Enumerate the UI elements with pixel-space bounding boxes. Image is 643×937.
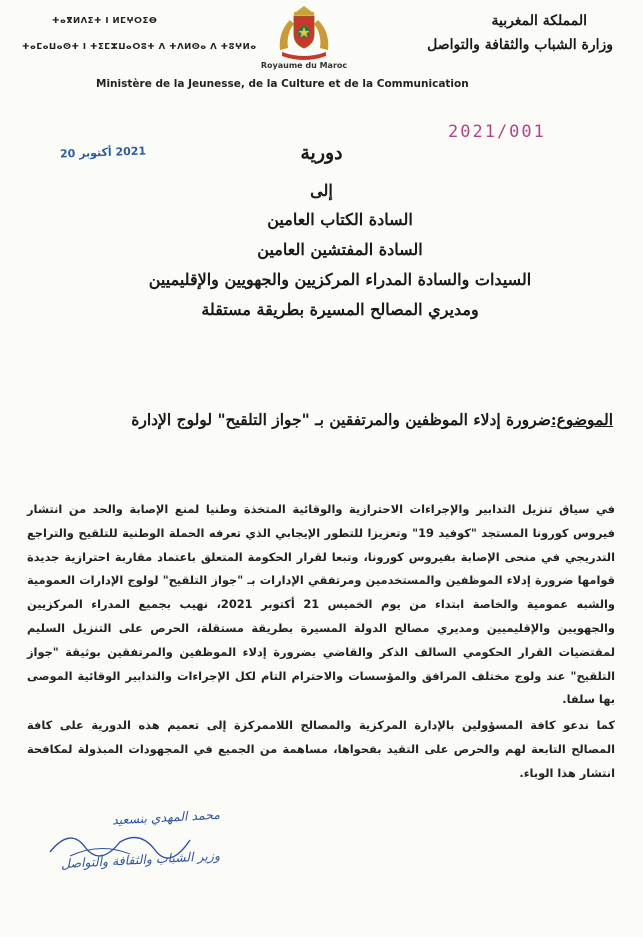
ministry-french: Ministère de la Jeunesse, de la Culture et de la Communication <box>96 78 469 90</box>
ministry-tifinagh: ⵜⴰⵎⴰⵡⴰⵙⵜ ⵏ ⵜⵉⵎⵣⵡⴰⵔⵓⵜ ⴷ ⵜⴷⵍⵙⴰ ⴷ ⵜⵓⵖⵍⴰ <box>22 42 257 52</box>
kingdom-french: Royaume du Maroc <box>260 61 348 70</box>
reference-number: 2021/001 <box>448 122 546 142</box>
body-paragraph-1: في سياق تنزيل التدابير والإجراءات الاحترازية والوقائية المتخذة وطنيا لمنع الإصابة والحد من انتشار فيروس كورونا المستجد "كوفيد 19" وتعزيزا للتطور الإيجابي الذي تعرفه الحملة الوطنية للتلقيح والتراجع التدريجي في منحى الإصابة بفيروس كورونا، وتبعا لقرار الحكومة المتعلق باعتماد مقاربة احترازية جديدة قوامها ضرورة إدلاء الموظفين والمستخدمين ومرتفقي الإدارات بـ "جواز التلقيح" لولوج الإدارات العمومية والشبه عمومية والخاصة ابتداء من يوم الخميس 21 أكتوبر 2021، نهيب بجميع المدراء المركزيين والجهويين والإقليميين ومديري مصالح الدولة المسيرة بطريقة مستقلة، الحرص على التنزيل السليم لمقتضيات القرار الحكومي السالف الذكر والقاضي بضرورة إدلاء الموظفين والمرتفقين بوثيقة "جواز التلقيح" عند ولوج مختلف المرافق والمؤسسات والاحترام التام لكل الإجراءات والتدابير الوقائية الموصى بها سلفا. <box>27 502 616 707</box>
letter-body <box>27 498 615 786</box>
recipient-item: السيدات والسادة المدراء المركزيين والجهويين والإقليميين <box>148 270 532 289</box>
body-paragraph-2: كما ندعو كافة المسؤولين بالإدارة المركزية والمصالح اللاممركزة إلى تعميم هذه الدورية على كافة المصالح التابعة لهم والحرص على التقيد بفحواها، مساهمة من الجميع في المجهودات المبذولة لمكافحة انتشار هذا الوباء. <box>27 718 615 780</box>
addressed-to: إلى <box>310 181 333 200</box>
kingdom-tifinagh: ⵜⴰⴳⵍⴷⵉⵜ ⵏ ⵍⵎⵖⵔⵉⴱ <box>52 16 158 26</box>
coat-of-arms-emblem <box>272 4 336 62</box>
signatory-title: وزير الشباب والثقافة والتواصل <box>60 847 221 872</box>
signatory-name: محمد المهدي بنسعيد <box>111 806 221 828</box>
recipient-item: السادة المفتشين العامين <box>257 240 423 259</box>
document-title: دورية <box>300 142 343 164</box>
subject-line <box>53 410 613 429</box>
recipients-list <box>100 205 580 325</box>
handwritten-signature-scribble <box>40 822 200 862</box>
kingdom-arabic: المملكة المغربية <box>491 13 587 29</box>
header-arabic-block <box>427 12 613 54</box>
received-date-stamp: 2021 أكتوبر 20 <box>59 144 147 161</box>
subject-text: ضرورة إدلاء الموظفين والمرتفقين بـ "جواز التلقيح" لولوج الإدارة <box>131 410 551 429</box>
ministry-arabic: وزارة الشباب والثقافة والتواصل <box>427 37 613 53</box>
recipient-item: السادة الكتاب العامين <box>267 210 413 229</box>
subject-label: الموضوع: <box>550 410 613 429</box>
recipient-item: ومديري المصالح المسيرة بطريقة مستقلة <box>201 300 479 319</box>
